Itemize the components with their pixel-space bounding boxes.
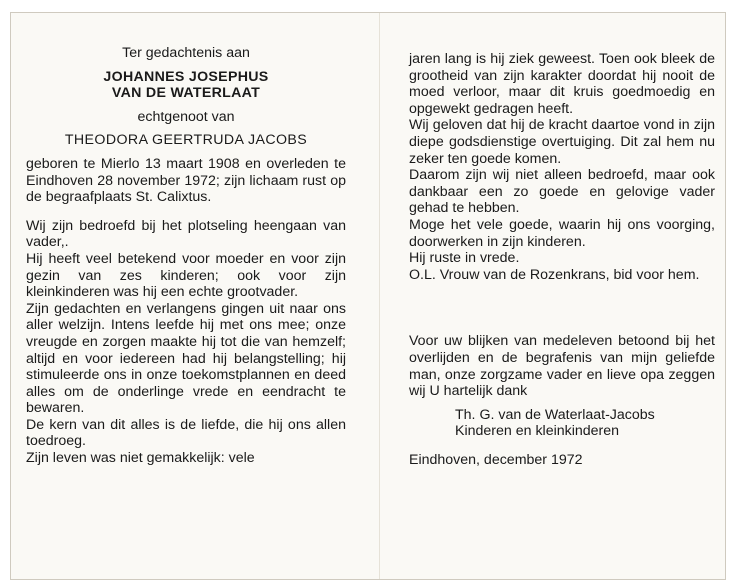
spouse-label: echtgenoot van bbox=[137, 108, 235, 125]
thanks-paragraph: Voor uw blijken van medeleven betoond bij het overlijden en de begrafenis van mijn geliefde man, onze zorgzame vader en lieve opa zeggen wij U hartelijk dank bbox=[409, 333, 715, 400]
birth-death-paragraph: geboren te Mierlo 13 maart 1908 en overleden te Eindhoven 28 november 1972; zijn lichaam rust op de begraafplaats St. Calixtus. bbox=[26, 155, 346, 206]
right-page bbox=[409, 51, 715, 468]
text-paragraph: De kern van dit alles is de liefde, die hij ons allen toedroeg. bbox=[26, 416, 346, 450]
text-paragraph: jaren lang is hij ziek geweest. Toen ook bleek de grootheid van zijn karakter doordat hij nooit de moed verloor, maar dit kruis goedmoedig en opgewekt gedragen heeft. bbox=[409, 51, 715, 117]
text-paragraph: Hij ruste in vrede. bbox=[409, 250, 520, 267]
text-paragraph: Moge het vele goede, waarin hij ons voorging, doorwerken in zijn kinderen. bbox=[409, 216, 715, 250]
left-page bbox=[26, 45, 346, 467]
signature-line: Th. G. van de Waterlaat-Jacobs bbox=[455, 406, 655, 423]
text-paragraph: Wij geloven dat hij de kracht daartoe vond in zijn diepe godsdienstige overtuiging. Dit zal hem nu zeker ten goede komen. bbox=[409, 117, 715, 167]
spouse-name: THEODORA GEERTRUDA JACOBS bbox=[64, 132, 308, 149]
text-paragraph: Zijn leven was niet gemakkelijk: vele bbox=[26, 450, 255, 467]
deceased-name-line2: VAN DE WATERLAAT bbox=[111, 85, 261, 102]
memorial-heading: Ter gedachtenis aan bbox=[122, 45, 250, 61]
deceased-name-line1: JOHANNES JOSEPHUS bbox=[103, 68, 269, 85]
text-paragraph: Zijn gedachten en verlangens gingen uit naar ons aller welzijn. Intens leefde hij met ons mee; onze vreugde en zorgen maakte hij tot die van hemzelf; altijd en voor iedereen had hij belangstelling; hij stimuleerde ons in onze toekomstplannen en deed alles om de onderlinge vrede en eendracht te bewaren. bbox=[26, 300, 346, 417]
text-paragraph: Hij heeft veel betekend voor moeder en voor zijn gezin van zes kinderen; ook voor zijn kleinkinderen was hij een echte grootvader. bbox=[26, 250, 346, 301]
text-paragraph: Wij zijn bedroefd bij het plotseling heengaan van vader,. bbox=[26, 217, 346, 251]
memorial-card bbox=[10, 12, 726, 580]
text-paragraph: Daarom zijn wij niet alleen bedroefd, maar ook dankbaar een zo goede en gelovige vader gehad te hebben. bbox=[409, 167, 715, 217]
prayer-line: O.L. Vrouw van de Rozenkrans, bid voor hem. bbox=[409, 266, 700, 283]
signature-line: Kinderen en kleinkinderen bbox=[455, 423, 620, 440]
card-fold-line bbox=[379, 13, 380, 579]
place-date: Eindhoven, december 1972 bbox=[409, 451, 583, 468]
